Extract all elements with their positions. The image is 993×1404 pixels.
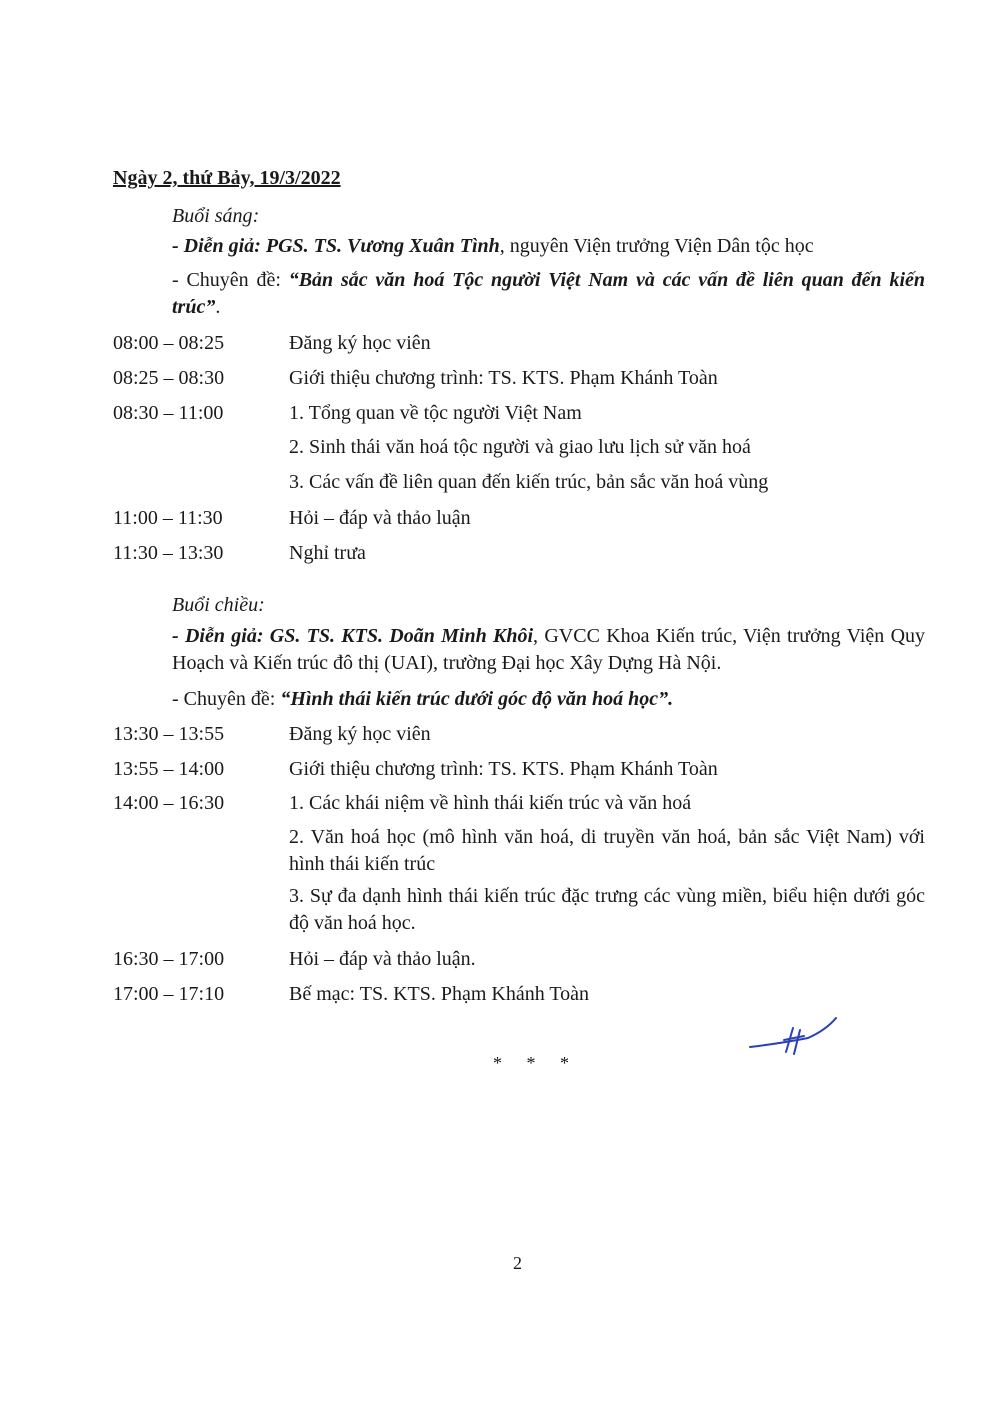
morning-topic-title: “Bản sắc văn hoá Tộc người Việt Nam và các vấn đề liên quan đến kiến trúc”: [172, 269, 926, 318]
morning-activity-1: Đăng ký học viên: [289, 332, 431, 354]
afternoon-activity-4: 2. Văn hoá học (mô hình văn hoá, di truyền văn hoá, bản sắc Việt Nam) với hình thái kiến trúc: [289, 826, 925, 875]
morning-label: [172, 203, 259, 229]
afternoon-time-6: 16:30 – 17:00: [113, 948, 225, 970]
afternoon-activity-5: 3. Sự đa dạnh hình thái kiến trúc đặc trưng các vùng miền, biểu hiện dưới góc độ văn hoá học.: [289, 885, 925, 934]
page-number: 2: [513, 1253, 522, 1273]
morning-time-7: 11:30 – 13:30: [113, 542, 224, 564]
afternoon-time-1: 13:30 – 13:55: [113, 723, 225, 745]
morning-activity-3: 1. Tổng quan về tộc người Việt Nam: [289, 402, 582, 424]
morning-label-suffix: :: [252, 205, 260, 227]
afternoon-time-3: 14:00 – 16:30: [113, 792, 225, 814]
morning-activity-2: Giới thiệu chương trình: TS. KTS. Phạm Khánh Toàn: [289, 367, 718, 389]
morning-time-3: 08:30 – 11:00: [113, 402, 224, 424]
afternoon-time-2: 13:55 – 14:00: [113, 758, 225, 780]
morning-activity-7: Nghỉ trưa: [289, 542, 366, 564]
morning-topic: [172, 267, 925, 321]
afternoon-topic: [172, 686, 673, 712]
morning-activity-4: 2. Sinh thái văn hoá tộc người và giao lưu lịch sử văn hoá: [289, 436, 751, 458]
afternoon-speaker: [172, 623, 925, 677]
morning-label-text: Buổi sáng: [172, 205, 253, 227]
afternoon-activity-2: Giới thiệu chương trình: TS. KTS. Phạm Khánh Toàn: [289, 758, 718, 780]
morning-time-6: 11:00 – 11:30: [113, 507, 223, 529]
morning-time-1: 08:00 – 08:25: [113, 332, 225, 354]
morning-activity-5: 3. Các vấn đề liên quan đến kiến trúc, bản sắc văn hoá vùng: [289, 471, 769, 493]
afternoon-activity-3: 1. Các khái niệm về hình thái kiến trúc và văn hoá: [289, 792, 692, 814]
morning-time-2: 08:25 – 08:30: [113, 367, 225, 389]
afternoon-speaker-name: - Diễn giả: GS. TS. KTS. Doãn Minh Khôi: [172, 625, 534, 647]
afternoon-label: Buổi chiều:: [172, 594, 265, 616]
afternoon-activity-7: Bế mạc: TS. KTS. Phạm Khánh Toàn: [289, 983, 590, 1005]
morning-activity-6: Hỏi – đáp và thảo luận: [289, 507, 471, 529]
signature-initials: [748, 1010, 840, 1058]
afternoon-topic-title: “Hình thái kiến trúc dưới góc độ văn hoá học”.: [280, 688, 674, 710]
morning-speaker-name: - Diễn giả: PGS. TS. Vương Xuân Tình: [172, 235, 500, 257]
morning-speaker-role: , nguyên Viện trưởng Viện Dân tộc học: [499, 235, 814, 257]
afternoon-speaker-role: , GVCC Khoa Kiến trúc, Viện trưởng Viện Quy Hoạch và Kiến trúc đô thị (UAI), trường Đại học Xây Dựng Hà Nội.: [172, 625, 926, 674]
afternoon-activity-6: Hỏi – đáp và thảo luận.: [289, 948, 476, 970]
afternoon-time-7: 17:00 – 17:10: [113, 983, 225, 1005]
afternoon-activity-1: Đăng ký học viên: [289, 723, 431, 745]
section-separator: * * *: [493, 1053, 579, 1073]
day-heading: Ngày 2, thứ Bảy, 19/3/2022: [113, 167, 341, 189]
morning-topic-end: .: [215, 296, 221, 318]
morning-topic-prefix: - Chuyên đề:: [172, 269, 289, 291]
morning-speaker: [172, 233, 814, 259]
afternoon-topic-prefix: - Chuyên đề:: [172, 688, 281, 710]
